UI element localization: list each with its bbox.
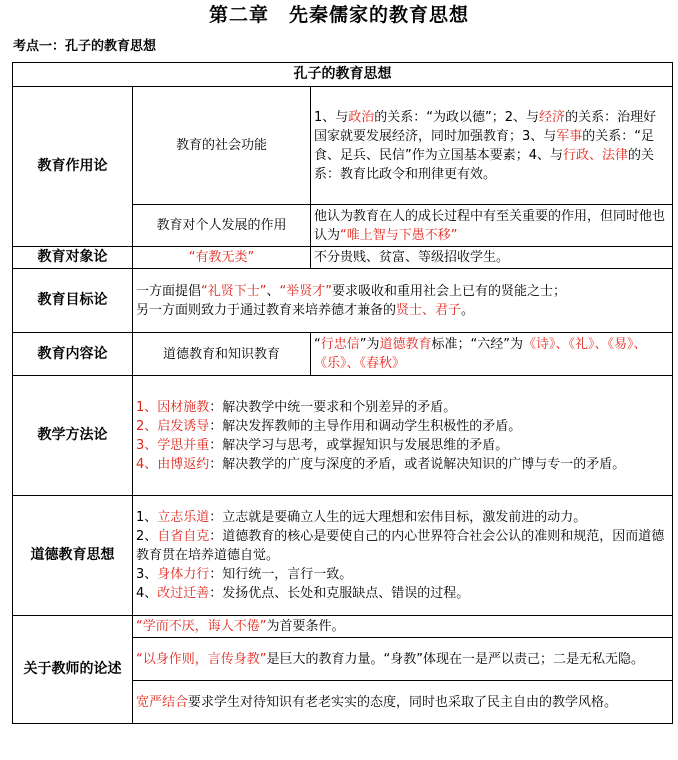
table-row	[13, 333, 673, 376]
teacher-item-3: 宽严结合要求学生对待知识有老老实实的态度，同时也采取了民主自由的教学风格。	[133, 681, 673, 724]
content-type: 道德教育和知识教育	[133, 333, 311, 376]
table-row	[13, 269, 673, 333]
moral-content	[133, 496, 673, 616]
category-teacher: 关于教师的论述	[13, 616, 133, 724]
object-principle: “有教无类”	[133, 247, 311, 269]
table-row	[13, 496, 673, 616]
section-subtitle: 考点一：孔子的教育思想	[13, 39, 157, 54]
teacher-item-2: “以身作则，言传身教”是巨大的教育力量。“身教”体现在一是严以责己；二是无私无隐。	[133, 638, 673, 681]
list-item: 1、因材施教：解决教学中统一要求和个别差异的矛盾。	[136, 399, 457, 415]
confucius-education-table	[12, 62, 673, 724]
teacher-item-1: “学而不厌，诲人不倦”为首要条件。	[133, 616, 673, 638]
list-item: 3、身体力行：知行统一，言行一致。	[136, 567, 353, 582]
table-row	[13, 376, 673, 496]
content-detail: “行忠信”为道德教育标准；“六经”为《诗》、《礼》、《易》、《乐》、《春秋》	[311, 333, 673, 376]
list-item: 2、自省自克：道德教育的核心是要使自己的内心世界符合社会公认的准则和规范，因而道德教育贯在培养道德自觉。	[136, 529, 665, 563]
method-content	[133, 376, 673, 496]
social-function-content: 1、与政治的关系：“为政以德”；2、与经济的关系：治理好国家就要发展经济，同时加强教育；3、与军事的关系：“足食、足兵、民信”作为立国基本要素；4、与行政、法律的关系：教育比政令和刑律更有效。	[311, 87, 673, 205]
category-object: 教育对象论	[13, 247, 133, 269]
table-row	[13, 87, 673, 205]
chapter-title: 第二章 先秦儒家的教育思想	[208, 4, 469, 26]
table-header: 孔子的教育思想	[13, 63, 673, 87]
list-item: 1、立志乐道：立志就是要确立人生的远大理想和宏伟目标，激发前进的动力。	[136, 510, 587, 525]
list-item: 4、由博返约：解决教学的广度与深度的矛盾，或者说解决知识的广博与专一的矛盾。	[136, 456, 626, 472]
category-goal: 教育目标论	[13, 269, 133, 333]
list-item: 2、启发诱导：解决发挥教师的主导作用和调动学生积极性的矛盾。	[136, 418, 522, 434]
personal-development-content: 他认为教育在人的成长过程中有至关重要的作用，但同时他也认为“唯上智与下愚不移”	[311, 205, 673, 247]
list-item: 3、学思并重：解决学习与思考，或掌握知识与发展思维的矛盾。	[136, 437, 509, 453]
social-function-label: 教育的社会功能	[133, 87, 311, 205]
object-content: 不分贵贱、贫富、等级招收学生。	[311, 247, 673, 269]
category-role: 教育作用论	[13, 87, 133, 247]
table-row	[13, 247, 673, 269]
table-row	[13, 616, 673, 638]
category-method: 教学方法论	[13, 376, 133, 496]
category-moral: 道德教育思想	[13, 496, 133, 616]
goal-content: 一方面提倡“礼贤下士”、“举贤才”要求吸收和重用社会上已有的贤能之士； 另一方面则致力于通过教育来培养德才兼备的贤士、君子。	[133, 269, 673, 333]
personal-development-label: 教育对个人发展的作用	[133, 205, 311, 247]
category-content: 教育内容论	[13, 333, 133, 376]
list-item: 4、改过迁善：发扬优点、长处和克服缺点、错误的过程。	[136, 586, 470, 601]
table-header-row	[13, 63, 673, 87]
